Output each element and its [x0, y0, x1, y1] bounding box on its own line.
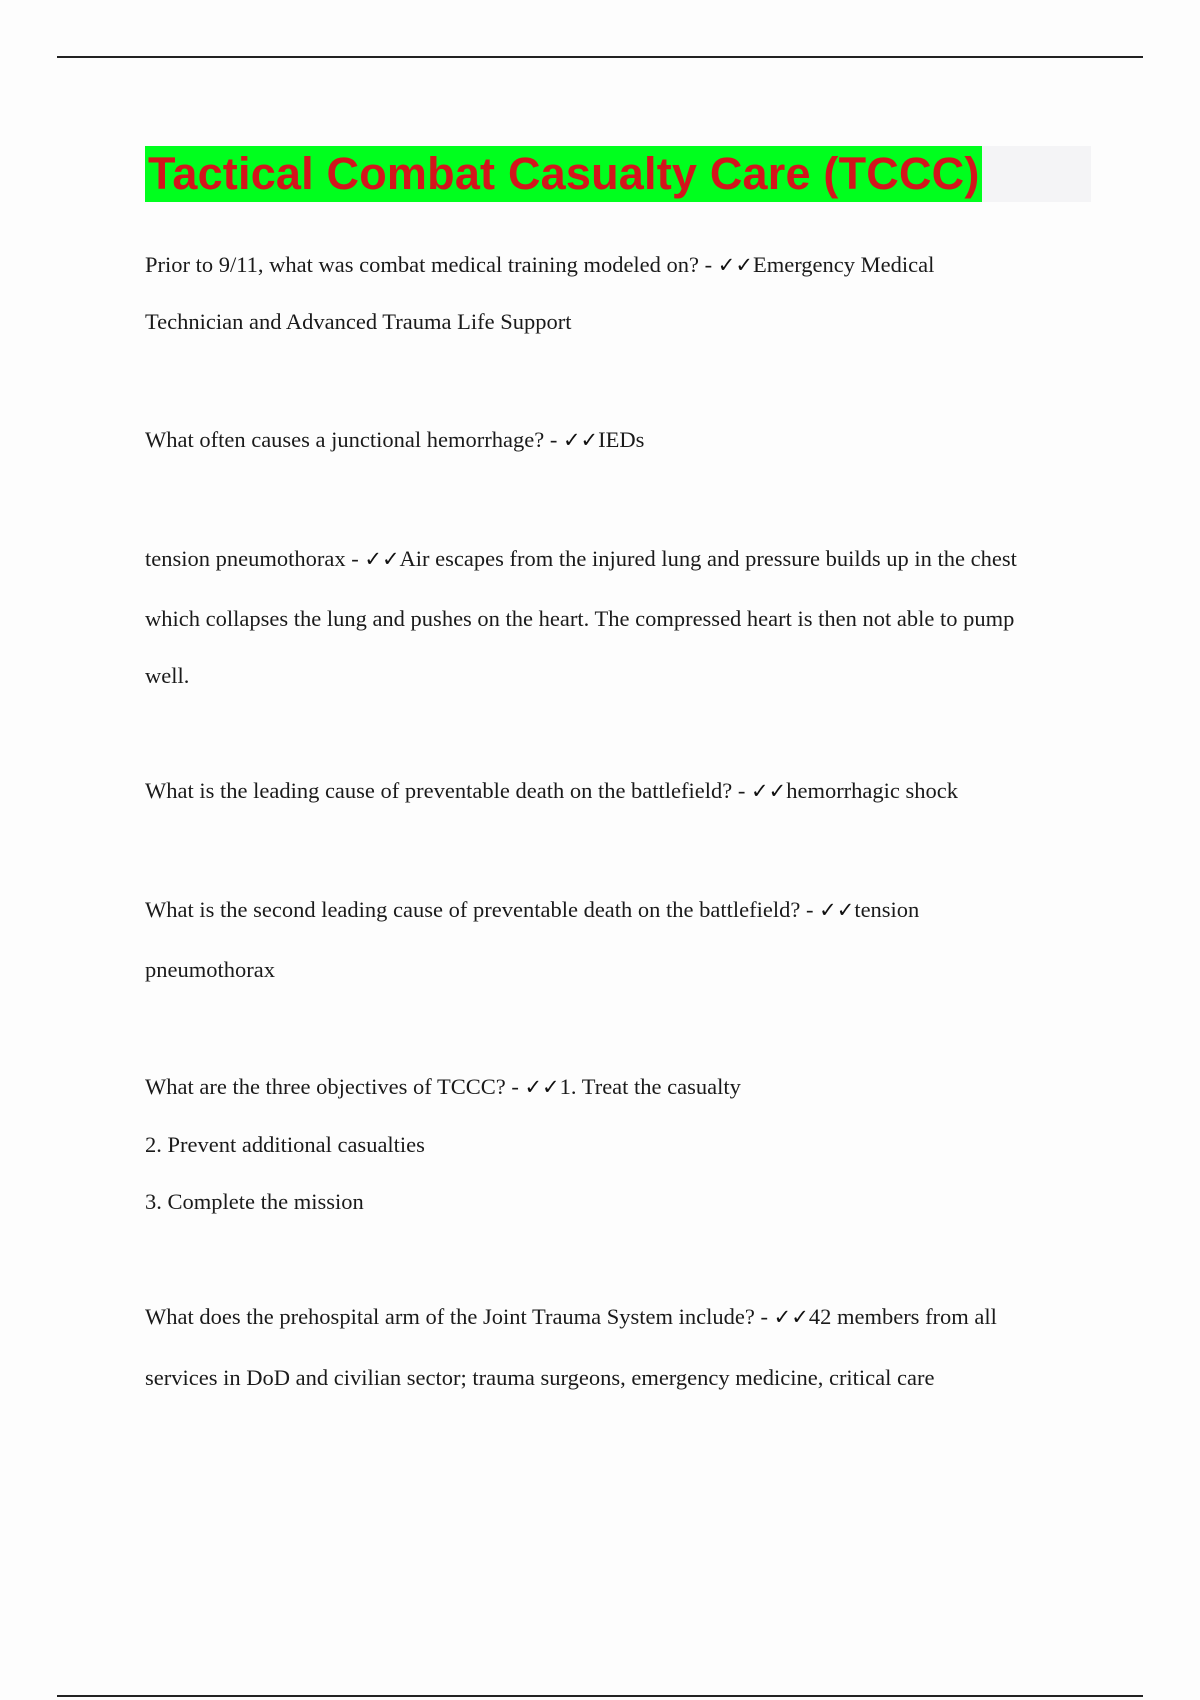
qa-item-6-line-3: 3. Complete the mission: [145, 1189, 364, 1214]
qa-item-1-line-2: Technician and Advanced Trauma Life Support: [145, 309, 572, 334]
qa-item-3-line-1: [145, 544, 1017, 574]
qa-item-4-line-1: [145, 776, 958, 806]
top-rule: [57, 56, 1143, 58]
answer-text: tension: [854, 897, 920, 922]
answer-text: Emergency Medical: [752, 252, 935, 277]
question-text: Prior to 9/11, what was combat medical training modeled on? -: [145, 252, 718, 277]
bottom-rule: [57, 1695, 1143, 1697]
question-text: What does the prehospital arm of the Joint Trauma System include? -: [145, 1304, 774, 1329]
document-title: Tactical Combat Casualty Care (TCCC): [145, 146, 982, 202]
qa-item-2-line-1: [145, 425, 644, 455]
qa-item-5-line-2: pneumothorax: [145, 957, 275, 982]
question-text: What often causes a junctional hemorrhage? -: [145, 427, 563, 452]
answer-text: 1. Treat the casualty: [559, 1074, 741, 1099]
question-text: What is the leading cause of preventable death on the battlefield? -: [145, 778, 751, 803]
double-check-icon: ✓✓: [717, 253, 753, 277]
qa-item-3-line-2: which collapses the lung and pushes on the heart. The compressed heart is then not able to pump: [145, 606, 1015, 631]
double-check-icon: ✓✓: [364, 547, 400, 571]
double-check-icon: ✓✓: [751, 779, 787, 803]
answer-text: 42 members from all: [808, 1304, 997, 1329]
question-text: tension pneumothorax -: [145, 546, 365, 571]
double-check-icon: ✓✓: [562, 428, 599, 452]
qa-item-5-line-1: [145, 895, 919, 925]
answer-text: IEDs: [598, 427, 645, 452]
qa-item-7-line-2: services in DoD and civilian sector; trauma surgeons, emergency medicine, critical care: [145, 1365, 935, 1390]
qa-item-6-line-2: 2. Prevent additional casualties: [145, 1132, 425, 1157]
double-check-icon: ✓✓: [524, 1075, 560, 1099]
double-check-icon: ✓✓: [819, 898, 855, 922]
qa-item-6-line-1: [145, 1072, 741, 1102]
answer-text: Air escapes from the injured lung and pressure builds up in the chest: [399, 546, 1017, 571]
qa-item-7-line-1: [145, 1302, 997, 1332]
answer-text: hemorrhagic shock: [786, 778, 959, 803]
question-text: What are the three objectives of TCCC? -: [145, 1074, 525, 1099]
qa-item-1-line-1: [145, 250, 934, 280]
title-banner: [145, 146, 1091, 202]
qa-item-3-line-3: well.: [145, 663, 190, 688]
question-text: What is the second leading cause of preventable death on the battlefield? -: [145, 897, 820, 922]
double-check-icon: ✓✓: [773, 1305, 809, 1329]
